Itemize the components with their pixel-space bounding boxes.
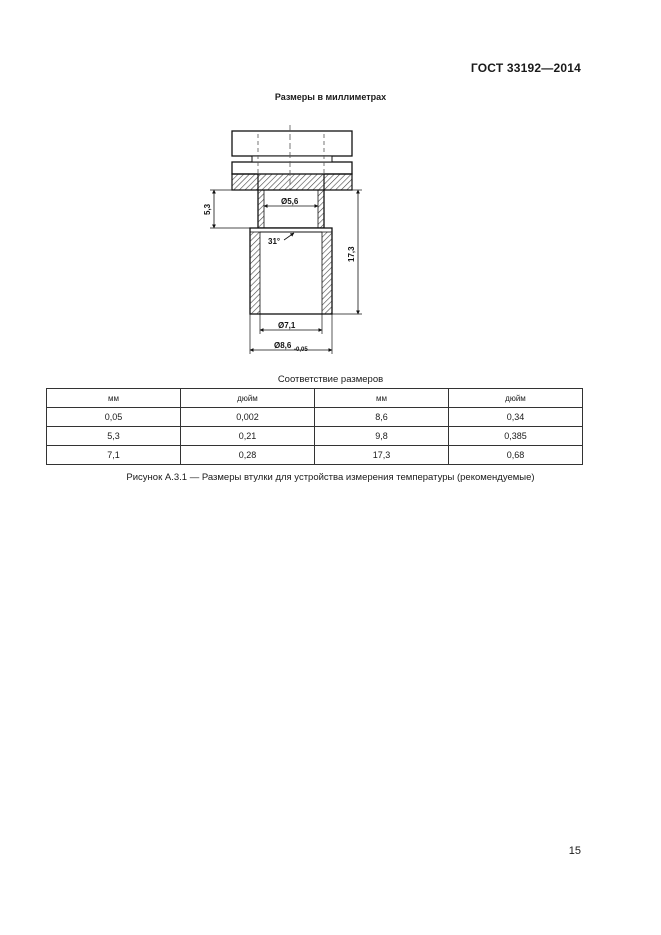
dim-label-angle: 31° (268, 237, 281, 246)
lower-sleeve-wall-right (322, 232, 332, 314)
header-inch-2: дюйм (449, 389, 583, 408)
units-note: Размеры в миллиметрах (274, 92, 387, 102)
upper-sleeve-wall-left (258, 190, 264, 228)
table-cell: 0,34 (449, 408, 583, 427)
lower-sleeve (250, 228, 332, 314)
flange-left (232, 174, 258, 190)
upper-sleeve-wall-right (318, 190, 324, 228)
header-inch-1: дюйм (181, 389, 315, 408)
upper-sleeve (258, 190, 324, 228)
table-cell: 17,3 (315, 446, 449, 465)
table-row (47, 427, 583, 446)
dim-label-bore: Ø7,1 (278, 321, 296, 330)
header-mm-1: мм (47, 389, 181, 408)
bushing-drawing (190, 120, 380, 370)
table-cell: 9,8 (315, 427, 449, 446)
flange-center (258, 174, 324, 190)
table-cell: 0,21 (181, 427, 315, 446)
table-cell: 8,6 (315, 408, 449, 427)
table-row (47, 446, 583, 465)
table-cell: 0,002 (181, 408, 315, 427)
dim-label-outer-tolerance: -0,05 (294, 347, 308, 353)
cap-middle-block (232, 162, 352, 174)
dim-label-outer: Ø8,6 (274, 341, 292, 350)
table-title: Соответствие размеров (277, 374, 384, 385)
document-code: ГОСТ 33192—2014 (470, 61, 581, 75)
table-cell: 0,28 (181, 446, 315, 465)
header-mm-2: мм (315, 389, 449, 408)
dim-label-h-total: 17,3 (347, 246, 356, 262)
table-cell: 5,3 (47, 427, 181, 446)
table-cell: 7,1 (47, 446, 181, 465)
dim-label-h-small: 5,3 (203, 203, 212, 215)
cap-neck (252, 156, 332, 162)
conversion-table (46, 388, 583, 465)
table-row (47, 408, 583, 427)
figure-caption: Рисунок А.3.1 — Размеры втулки для устройства измерения температуры (рекомендуемые) (126, 472, 535, 483)
lower-sleeve-wall-left (250, 232, 260, 314)
cap-top-block (232, 131, 352, 156)
flange-right (324, 174, 352, 190)
table-cell: 0,05 (47, 408, 181, 427)
table-cell: 0,385 (449, 427, 583, 446)
table-header-row (47, 389, 583, 408)
page-number: 15 (568, 845, 581, 857)
dim-label-inner-top: Ø5,6 (281, 197, 299, 206)
table-cell: 0,68 (449, 446, 583, 465)
